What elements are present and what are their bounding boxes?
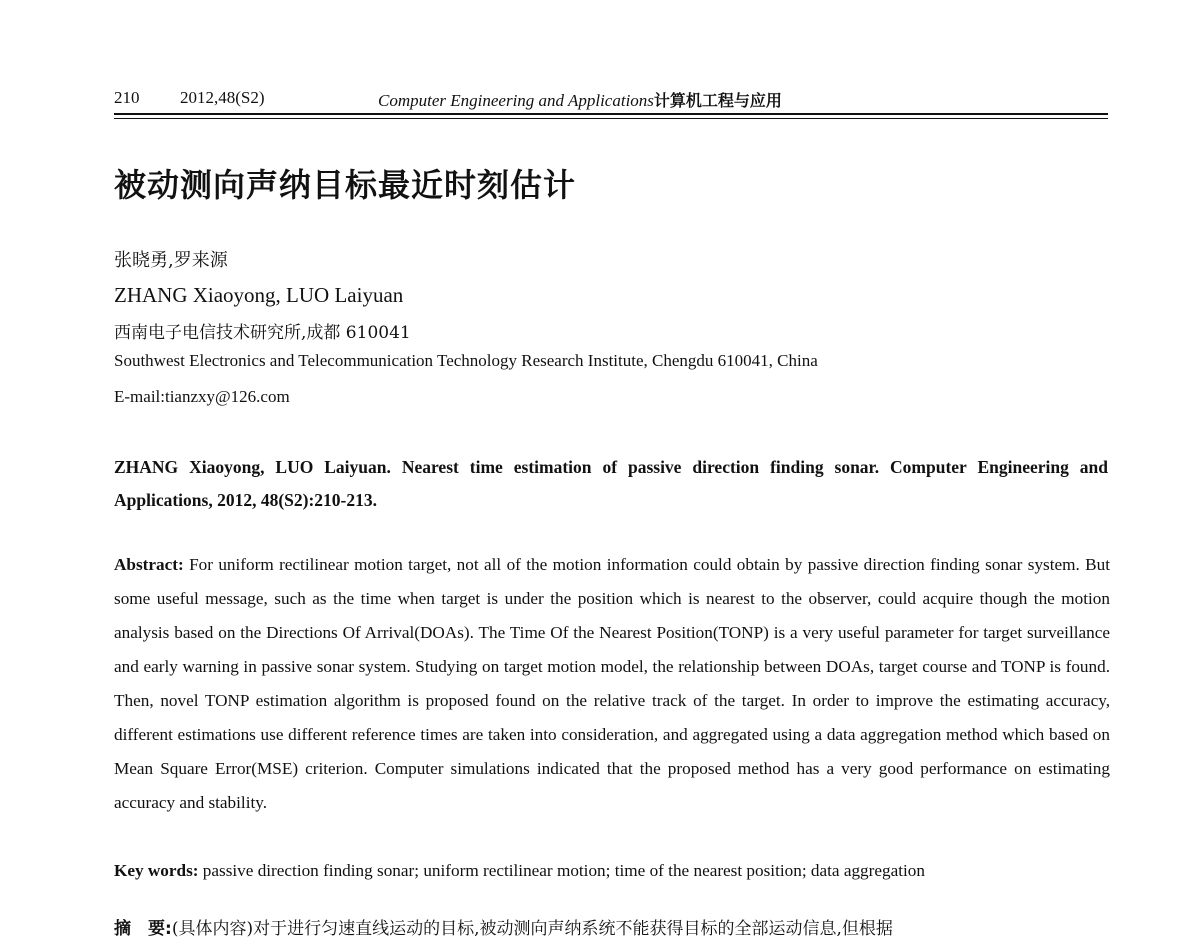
abstract-label: Abstract: (114, 555, 184, 574)
paper-title: 被动测向声纳目标最近时刻估计 (114, 166, 577, 204)
page-number: 210 (114, 88, 140, 107)
header-rule-thin (114, 118, 1108, 119)
keywords-label: Key words: (114, 861, 199, 880)
journal-title-en: Computer Engineering and Applications (378, 91, 654, 110)
abstract-cn-text: (具体内容)对于进行匀速直线运动的目标,被动测向声纳系统不能获得目标的全部运动信息,但根据 (171, 919, 893, 939)
affiliation-english: Southwest Electronics and Telecommunication Technology Research Institute, Chengdu 610041, China (114, 351, 818, 370)
affiliation-chinese: 西南电子电信技术研究所,成都 610041 (114, 323, 411, 343)
running-header (114, 88, 1108, 112)
abstract-text: For uniform rectilinear motion target, not all of the motion information could obtain by passive direction finding sonar system. But some useful message, such as the time when target is under the position which is nearest to the observer, could acquire though the motion analysis based on the Directions Of Arrival(DOAs). The Time Of the Nearest Position(TONP) is a very useful parameter for target surveillance and early warning in passive sonar system. Studying on target motion model, the relationship between DOAs, target course and TONP is found. Then, novel TONP estimation algorithm is proposed found on the relative track of the target. In order to improve the estimating accuracy, different estimations use different reference times are taken into consideration, and aggregated using a data aggregation method which based on Mean Square Error(MSE) criterion. Computer simulations indicated that the proposed method has a very good performance on estimating accuracy and stability. (114, 555, 1111, 812)
authors-chinese: 张晓勇,罗来源 (114, 250, 228, 271)
authors-english: ZHANG Xiaoyong, LUO Laiyuan (114, 283, 404, 307)
keywords-en (114, 854, 1110, 888)
abstract-cn-label: 摘 要: (114, 919, 172, 939)
year-volume: 2012,48(S2) (180, 88, 265, 107)
journal-title (378, 88, 782, 111)
abstract-cn (114, 914, 1110, 939)
abstract-en (114, 548, 1110, 820)
keywords-text: passive direction finding sonar; uniform rectilinear motion; time of the nearest position; data aggregation (202, 861, 925, 880)
journal-title-cn: 计算机工程与应用 (653, 91, 782, 110)
citation: ZHANG Xiaoyong, LUO Laiyuan. Nearest time estimation of passive direction finding sonar. Computer Engineering and Applications, 2012, 48(S2):210-213. (114, 457, 1108, 510)
author-email: E-mail:tianzxy@126.com (114, 387, 290, 406)
header-rule-thick (114, 113, 1108, 115)
